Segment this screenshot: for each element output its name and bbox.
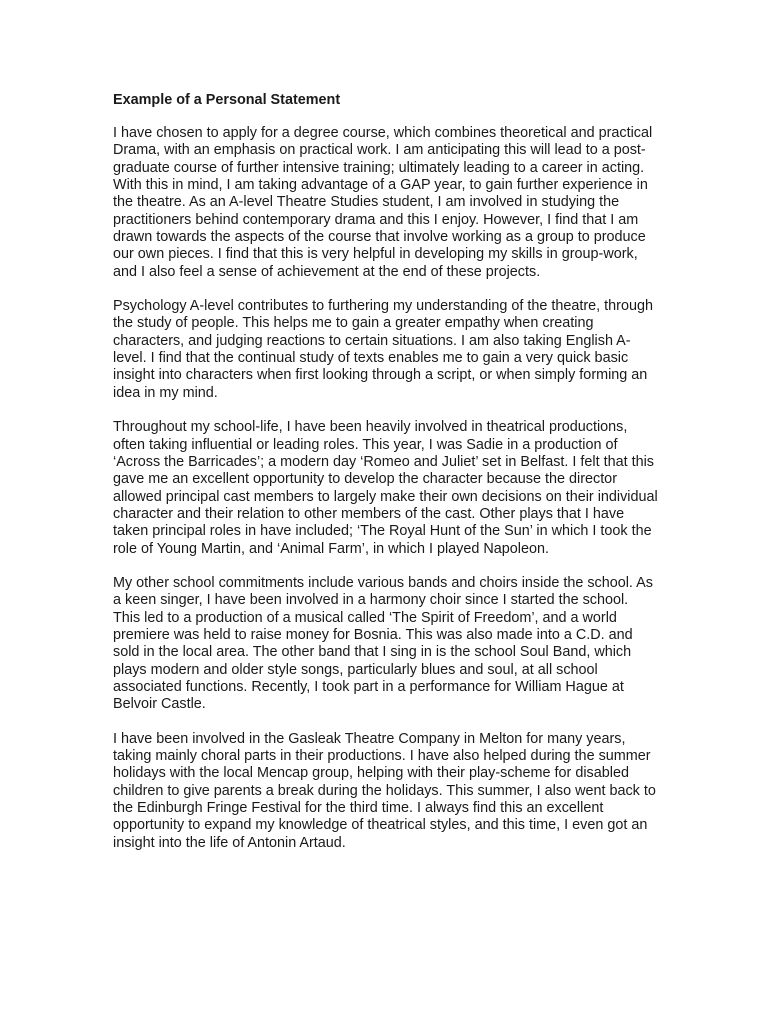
paragraph-4: My other school commitments include various bands and choirs inside the school. As a keen singer, I have been involved in a harmony choir since I started the school. This led to a production of a musical called ‘The Spirit of Freedom’, and a world premiere was held to raise money for Bosnia. This was also made into a C.D. and sold in the local area. The other band that I sing in is the school Soul Band, which plays modern and older style songs, particularly blues and soul, at all school associated functions. Recently, I took part in a performance for William Hague at Belvoir Castle. [113,574,653,713]
paragraph-2: Psychology A-level contributes to furthering my understanding of the theatre, through the study of people. This helps me to gain a greater empathy when creating characters, and judging reactions to certain situations. I am also taking English A-level. I find that the continual study of texts enables me to gain a very quick basic insight into characters when first looking through a script, or when simply forming an idea in my mind. [113,298,653,401]
paragraph-1: I have chosen to apply for a degree course, which combines theoretical and practical Drama, with an emphasis on practical work. I am anticipating this will lead to a post-graduate course of further intensive training; ultimately leading to a career in acting. With this in mind, I am taking advantage of a GAP year, to gain further experience in the theatre. As an A-level Theatre Studies student, I am involved in studying the practitioners behind contemporary drama and this I enjoy. However, I find that I am drawn towards the aspects of the course that involve working as a group to produce our own pieces. I find that this is very helpful in developing my skills in group-work, and I also feel a sense of achievement at the end of these projects. [113,125,653,280]
paragraph-5: I have been involved in the Gasleak Theatre Company in Melton for many years, taking mainly choral parts in their productions. I have also helped during the summer holidays with the local Mencap group, helping with their play-scheme for disabled children to give parents a break during the holidays. This summer, I also went back to the Edinburgh Fringe Festival for the third time. I always find this an excellent opportunity to expand my knowledge of theatrical styles, and this time, I even got an insight into the life of Antonin Artaud. [113,730,656,851]
document-title: Example of a Personal Statement [113,92,341,108]
paragraph-3: Throughout my school-life, I have been heavily involved in theatrical productions, often taking influential or leading roles. This year, I was Sadie in a production of ‘Across the Barricades’; a modern day ‘Romeo and Juliet’ set in Belfast. I felt that this gave me an excellent opportunity to develop the character because the director allowed principal cast members to largely make their own decisions on their individual character and their relation to other members of the cast. Other plays that I have taken principal roles in have included; ‘The Royal Hunt of the Sun’ in which I took the role of Young Martin, and ‘Animal Farm’, in which I played Napoleon. [113,419,658,557]
